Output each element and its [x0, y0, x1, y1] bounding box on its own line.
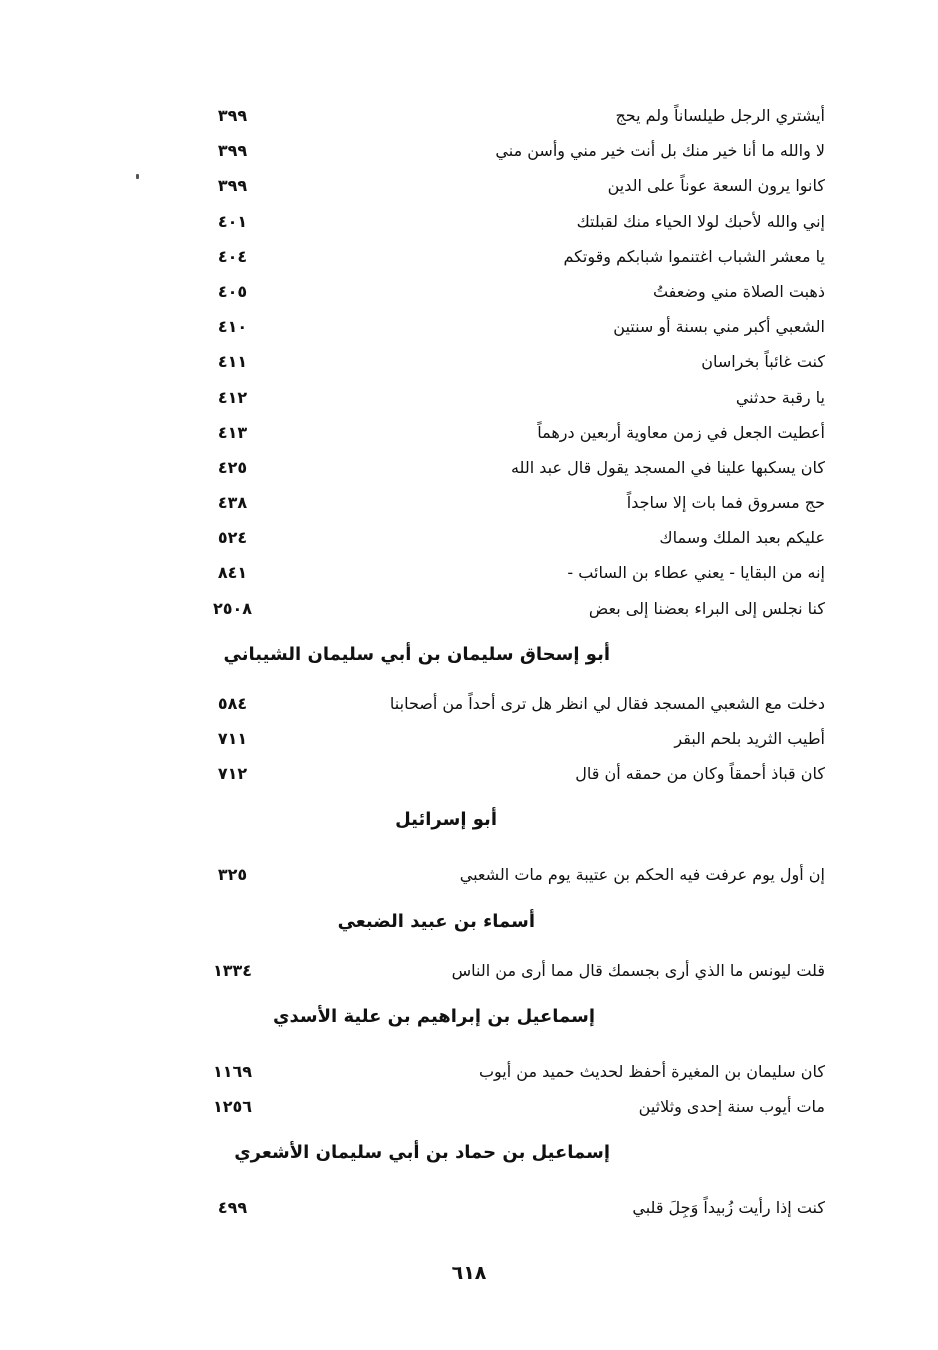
entry-page-number: ١٣٣٤: [212, 960, 253, 980]
entry-text: كنت غائباً بخراسان: [701, 352, 825, 372]
index-list: [195, 98, 825, 1225]
index-entry: [195, 591, 825, 626]
entry-text: كنت إذا رأيت زُبيداً وَجِلَ قلبي: [632, 1198, 825, 1218]
entry-page-number: ٤١٠: [217, 317, 248, 337]
entry-page-number: ٤٠٥: [217, 281, 248, 301]
entry-page-number: ٤١١: [217, 352, 248, 372]
entry-page-number: ٣٩٩: [217, 141, 248, 161]
entry-text: مات أيوب سنة إحدى وثلاثين: [638, 1096, 825, 1116]
index-entry: [195, 309, 825, 344]
entry-text: إن أول يوم عرفت فيه الحكم بن عتيبة يوم مات الشعبي: [459, 865, 825, 885]
entry-page-number: ٤١٢: [217, 387, 248, 407]
entry-text: أطيب الثريد بلحم البقر: [674, 729, 825, 748]
narrator-heading: إسماعيل بن حماد بن أبي سليمان الأشعري: [234, 1142, 610, 1164]
narrator-section: [195, 893, 825, 953]
entry-text: كانوا يرون السعة عوناً على الدين: [607, 176, 825, 196]
index-entry: [195, 239, 825, 274]
index-entry: [195, 344, 825, 379]
index-entry: [195, 555, 825, 590]
entry-text: أيشتري الرجل طيلساناً ولم يحج: [615, 106, 825, 125]
index-entry: [195, 953, 825, 988]
index-entry: [195, 274, 825, 309]
narrator-section: [195, 626, 825, 686]
entry-page-number: ٧١١: [217, 729, 248, 748]
entry-page-number: ٤٣٨: [217, 493, 248, 513]
entry-page-number: ٣٩٩: [217, 106, 248, 125]
entry-page-number: ٧١٢: [217, 764, 248, 784]
index-entry: [195, 450, 825, 485]
entry-page-number: ٤١٣: [217, 422, 248, 442]
entry-page-number: ٨٤١: [217, 563, 248, 583]
entry-page-number: ٢٥٠٨: [212, 598, 253, 618]
entry-text: يا رقبة حدثني: [735, 387, 825, 407]
narrator-heading: إسماعيل بن إبراهيم بن علية الأسدي: [273, 1005, 595, 1027]
index-entry: [195, 204, 825, 239]
narrator-heading: أسماء بن عبيد الضبعي: [337, 910, 535, 932]
index-entry: [195, 857, 825, 892]
entry-page-number: ٣٩٩: [217, 176, 248, 196]
entry-text: إني والله لأحبك لولا الحياء منك لقبلتك: [576, 211, 825, 231]
entry-page-number: ٤٢٥: [217, 457, 248, 477]
entry-text: إنه من البقايا - يعني عطاء بن السائب -: [567, 563, 825, 583]
narrator-heading: أبو إسرائيل: [395, 809, 497, 831]
index-entry: [195, 756, 825, 791]
index-entry: [195, 485, 825, 520]
narrator-heading: أبو إسحاق سليمان بن أبي سليمان الشيباني: [223, 643, 610, 665]
entry-text: كنا نجلس إلى البراء بعضنا إلى بعض: [588, 598, 825, 618]
index-entry: [195, 98, 825, 133]
entry-text: كان يسكبها علينا في المسجد يقول قال عبد الله: [510, 457, 825, 477]
narrator-section: [195, 791, 825, 857]
index-entry: [195, 415, 825, 450]
narrator-section: [195, 988, 825, 1054]
index-entry: [195, 721, 825, 756]
entry-text: كان سليمان بن المغيرة أحفظ لحديث حميد من أيوب: [478, 1061, 825, 1081]
entry-page-number: ٥٢٤: [217, 528, 248, 548]
entry-text: يا معشر الشباب اغتنموا شبابكم وقوتكم: [563, 246, 825, 266]
entry-page-number: ٣٢٥: [217, 865, 248, 885]
index-entry: [195, 520, 825, 555]
scan-speck: [136, 174, 139, 179]
entry-page-number: ٥٨٤: [217, 693, 248, 713]
entry-page-number: ١٢٥٦: [212, 1096, 253, 1116]
entry-page-number: ٤٠١: [217, 211, 248, 231]
narrator-section: [195, 1124, 825, 1190]
entry-page-number: ٤٠٤: [217, 246, 248, 266]
entry-text: الشعبي أكبر مني بسنة أو سنتين: [613, 317, 825, 337]
page-number: ٦١٨: [451, 1262, 487, 1284]
entry-page-number: ٤٩٩: [217, 1198, 248, 1218]
entry-text: أعطيت الجعل في زمن معاوية أربعين درهماً: [537, 422, 825, 442]
entry-text: كان قباذ أحمقاً وكان من حمقه أن قال: [575, 764, 825, 784]
index-entry: [195, 1054, 825, 1089]
index-entry: [195, 1190, 825, 1225]
index-entry: [195, 1089, 825, 1124]
index-entry: [195, 686, 825, 721]
index-entry: [195, 133, 825, 168]
entry-text: لا والله ما أنا خير منك بل أنت خير مني وأسن مني: [495, 141, 825, 161]
index-entry: [195, 380, 825, 415]
entry-page-number: ١١٦٩: [212, 1061, 253, 1081]
index-entry: [195, 168, 825, 203]
entry-text: قلت ليونس ما الذي أرى بجسمك قال مما أرى من الناس: [451, 960, 825, 980]
entry-text: عليكم بعبد الملك وسماك: [659, 528, 825, 548]
entry-text: دخلت مع الشعبي المسجد فقال لي انظر هل ترى أحداً من أصحابنا: [389, 693, 825, 713]
entry-text: حج مسروق فما بات إلا ساجداً: [626, 493, 825, 513]
entry-text: ذهبت الصلاة مني وضعفتُ: [652, 281, 825, 301]
